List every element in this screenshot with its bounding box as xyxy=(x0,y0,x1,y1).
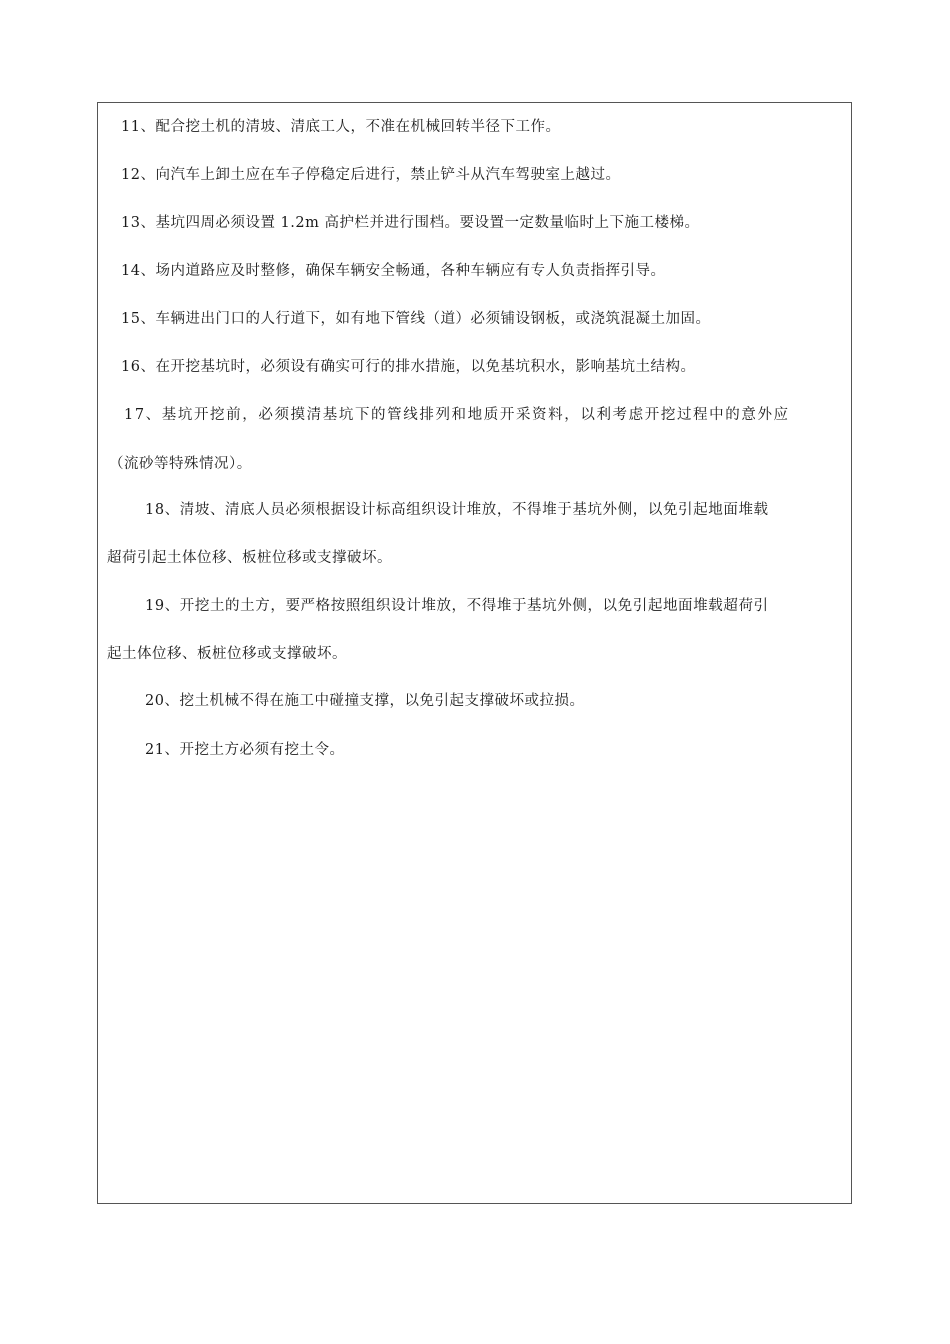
item-12: 12、向汽车上卸土应在车子停稳定后进行，禁止铲斗从汽车驾驶室上越过。 xyxy=(121,167,621,183)
item-19-line-1: 19、开挖土的土方，要严格按照组织设计堆放，不得堆于基坑外侧，以免引起地面堆载超荷引 xyxy=(145,598,769,614)
item-15: 15、车辆进出门口的人行道下，如有地下管线（道）必须铺设钢板，或浇筑混凝土加固。 xyxy=(121,311,711,327)
item-17-line-2: （流砂等特殊情况）。 xyxy=(109,456,252,472)
item-17-line-1: 17、基坑开挖前，必须摸清基坑下的管线排列和地质开采资料，以利考虑开挖过程中的意外应 xyxy=(124,407,790,423)
item-13: 13、基坑四周必须设置 1.2m 高护栏并进行围档。要设置一定数量临时上下施工楼梯。 xyxy=(121,215,700,231)
item-19-line-2: 起土体位移、板桩位移或支撑破坏。 xyxy=(107,646,347,662)
item-20: 20、挖土机械不得在施工中碰撞支撑，以免引起支撑破坏或拉损。 xyxy=(145,693,585,709)
item-21: 21、开挖土方必须有挖土令。 xyxy=(145,742,345,758)
item-16: 16、在开挖基坑时，必须设有确实可行的排水措施，以免基坑积水，影响基坑土结构。 xyxy=(121,359,696,375)
item-11: 11、配合挖土机的清坡、清底工人，不准在机械回转半径下工作。 xyxy=(121,119,561,135)
item-14: 14、场内道路应及时整修，确保车辆安全畅通，各种车辆应有专人负责指挥引导。 xyxy=(121,263,666,279)
item-18-line-2: 超荷引起土体位移、板桩位移或支撑破坏。 xyxy=(107,550,392,566)
item-18-line-1: 18、清坡、清底人员必须根据设计标高组织设计堆放，不得堆于基坑外侧，以免引起地面堆载 xyxy=(145,502,769,518)
